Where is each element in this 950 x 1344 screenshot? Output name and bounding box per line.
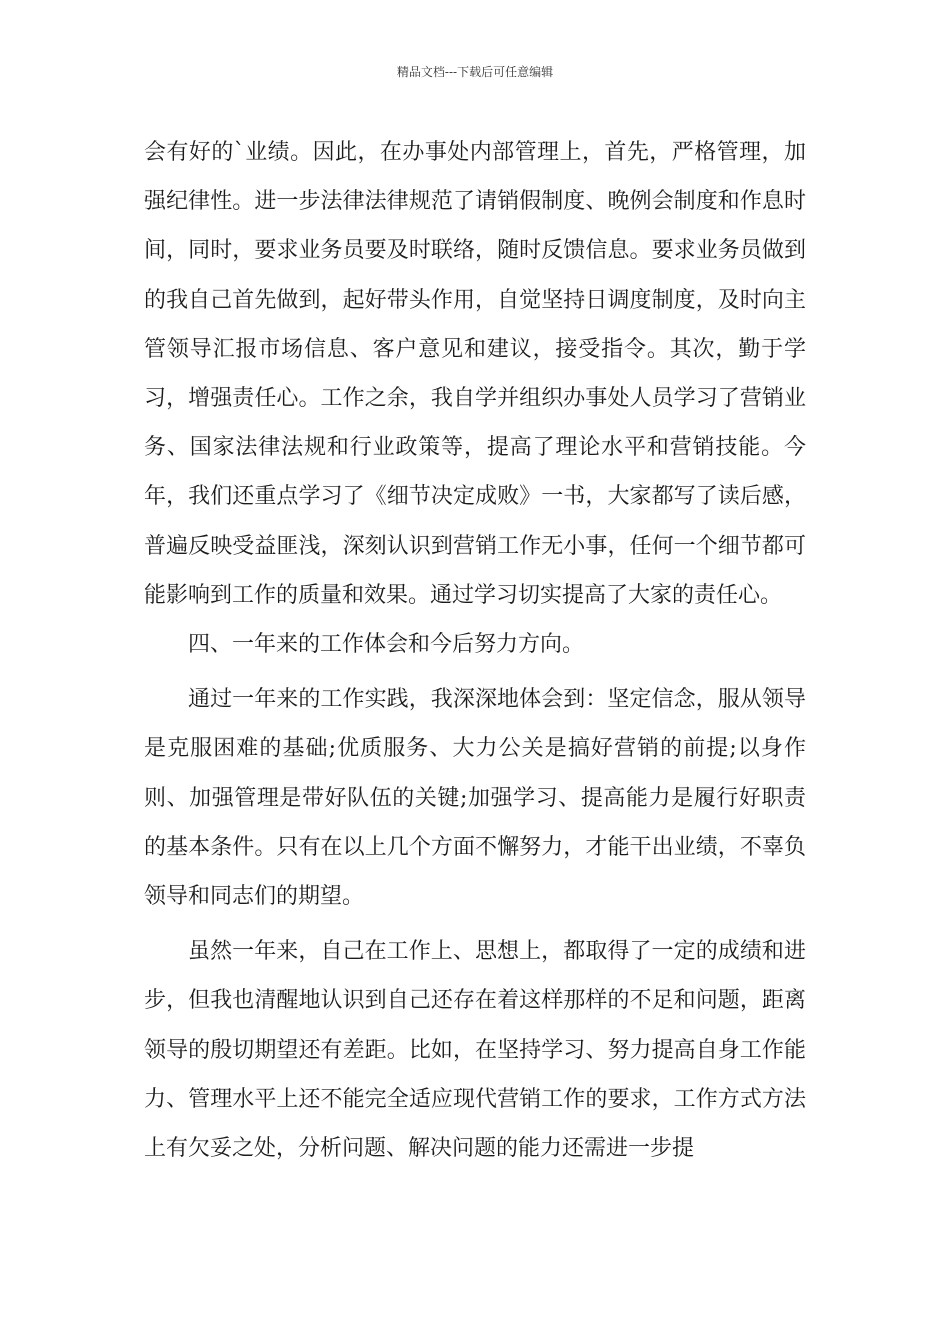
section-heading-four: 四、一年来的工作体会和今后努力方向。: [188, 632, 585, 658]
paragraph-shortcomings: 虽然一年来，自己在工作上、思想上，都取得了一定的成绩和进步，但我也清醒地认识到自己还存在着这样那样的不足和问题，距离领导的殷切期望还有差距。比如，在坚持学习、努力提高自身工作能力、管理水平上还不能完全适应现代营销工作的要求，工作方式方法上有欠妥之处，分析问题、解决问题的能力还需进一步提: [144, 939, 806, 1162]
page-header: 精品文档---下载后可任意编辑: [396, 65, 554, 79]
paragraph-management: 会有好的`业绩。因此，在办事处内部管理上，首先，严格管理，加强纪律性。进一步法律法律规范了请销假制度、晚例会制度和作息时间，同时，要求业务员要及时联络，随时反馈信息。要求业务员做到的我自己首先做到，起好带头作用，自觉坚持日调度制度，及时向主管领导汇报市场信息、客户意见和建议，接受指令。其次，勤于学习，增强责任心。工作之余，我自学并组织办事处人员学习了营销业务、国家法律法规和行业政策等，提高了理论水平和营销技能。今年，我们还重点学习了《细节决定成败》一书，大家都写了读后感，普遍反映受益匪浅，深刻认识到营销工作无小事，任何一个细节都可能影响到工作的质量和效果。通过学习切实提高了大家的责任心。: [144, 140, 806, 608]
paragraph-experience: 通过一年来的工作实践，我深深地体会到：坚定信念，服从领导是克服困难的基础;优质服务、大力公关是搞好营销的前提;以身作则、加强管理是带好队伍的关键;加强学习、提高能力是履行好职责的基本条件。只有在以上几个方面不懈努力，才能干出业绩，不辜负领导和同志们的期望。: [144, 687, 806, 910]
document-body: [144, 128, 806, 1173]
